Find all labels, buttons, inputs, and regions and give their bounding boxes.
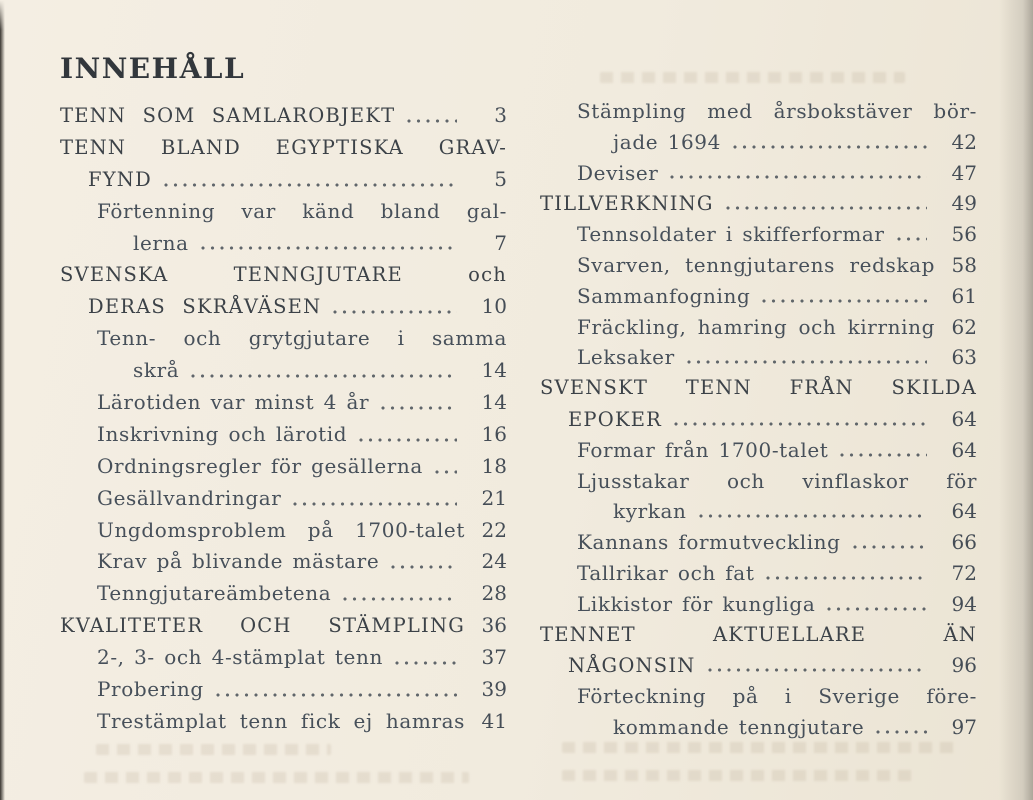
toc-page-number: 66 (951, 530, 977, 555)
toc-page-number: 28 (481, 581, 507, 606)
toc-row (540, 496, 977, 527)
toc-entry-text: KVALITETER OCH STÄMPLING (60, 614, 465, 638)
toc-entry-text: Ungdomsproblem på 1700-talet (97, 517, 465, 542)
toc-page-number: 7 (494, 230, 507, 255)
dot-leader (343, 597, 457, 601)
toc-entry-text: Tenn- och grytgjutare i samma (97, 326, 507, 351)
toc-entry-text: Fräckling, hamring och kirrning (577, 314, 935, 339)
dot-leader (191, 374, 457, 378)
toc-entry-text: Trestämplat tenn fick ej hamras (97, 708, 465, 733)
toc-entry-text: Tennsoldater i skifferformar (577, 222, 885, 247)
dot-leader (407, 119, 457, 123)
dot-leader (726, 206, 927, 210)
toc-page-number: 64 (951, 406, 977, 431)
toc-row (540, 373, 977, 404)
toc-row (60, 546, 507, 578)
toc-row (60, 419, 507, 451)
toc-row (60, 100, 507, 132)
toc-row (60, 451, 507, 483)
toc-page-number: 16 (481, 421, 507, 446)
toc-page-number: 64 (951, 499, 977, 524)
toc-page-number: 24 (481, 549, 507, 574)
toc-page-number: 22 (481, 517, 507, 542)
toc-row (60, 706, 507, 738)
toc-entry-text: EPOKER (568, 407, 663, 431)
dot-leader (359, 438, 457, 442)
toc-page-number: 14 (481, 390, 507, 415)
toc-page-number: 58 (951, 252, 977, 277)
dot-leader (687, 360, 927, 364)
dot-leader (201, 246, 457, 250)
toc-page-number: 62 (951, 314, 977, 339)
toc-page-number: 18 (481, 453, 507, 478)
dot-leader (670, 175, 927, 179)
toc-row (60, 323, 507, 355)
toc-entry-text: Krav på blivande mästare (97, 549, 380, 574)
toc-entry-text: TENN BLAND EGYPTISKA GRAV- (60, 135, 507, 159)
dot-leader (674, 422, 927, 426)
toc-row (540, 219, 977, 250)
toc-row (60, 228, 507, 260)
toc-entry-text: TENN SOM SAMLAROBJEKT (60, 104, 396, 127)
toc-row (60, 515, 507, 547)
toc-entry-text: TILLVERKNING (540, 192, 714, 216)
toc-entry-text: kommande tenngjutare (613, 714, 865, 739)
toc-row (60, 674, 507, 706)
toc-row (540, 158, 977, 189)
toc-page-number: 3 (494, 103, 507, 127)
toc-entry-text: Stämpling med årsbokstäver bör- (577, 99, 977, 123)
toc-entry-text: Tenngjutareämbetena (97, 581, 332, 606)
toc-entry-text: Gesällvandringar (97, 485, 282, 510)
toc-page-number: 14 (481, 358, 507, 383)
toc-entry-text: FYND (88, 167, 152, 191)
toc-column-right (540, 96, 977, 743)
dot-leader (766, 576, 927, 580)
toc-entry-text: Likkistor för kungliga (577, 591, 816, 616)
toc-entry-text: TENNET AKTUELLARE ÄN (540, 622, 977, 646)
toc-entry-text: Probering (97, 677, 204, 702)
toc-page-number: 37 (481, 645, 507, 670)
page-curve-shadow (999, 0, 1033, 800)
dot-leader (897, 237, 927, 241)
toc-page-number: 96 (951, 653, 977, 678)
toc-page-number: 42 (951, 129, 977, 154)
toc-row (540, 620, 977, 651)
toc-entry-text: Förtenning var känd bland gal- (97, 198, 507, 223)
toc-page-number: 47 (951, 160, 977, 185)
toc-page-number: 64 (951, 437, 977, 462)
toc-entry-text: DERAS SKRÅVÄSEN (88, 295, 322, 319)
toc-entry-text: Ordningsregler för gesällerna (97, 453, 423, 478)
dot-leader (216, 693, 457, 697)
dot-leader (293, 502, 457, 506)
toc-page-number: 63 (951, 345, 977, 370)
dot-leader (333, 310, 457, 314)
dot-leader (381, 406, 457, 410)
toc-row (60, 196, 507, 228)
toc-entry-text: kyrkan (613, 499, 687, 524)
toc-page-number: 41 (481, 708, 507, 733)
toc-row (540, 96, 977, 127)
toc-page-number: 72 (951, 560, 977, 585)
toc-entry-text: Deviser (577, 160, 659, 185)
bleed-through (84, 772, 469, 783)
toc-row (540, 342, 977, 373)
bleed-through (562, 770, 917, 781)
toc-row (540, 188, 977, 219)
dot-leader (853, 545, 927, 549)
toc-entry-text: Svarven, tenngjutarens redskap (577, 252, 935, 277)
toc-row (60, 355, 507, 387)
toc-row (540, 527, 977, 558)
toc-row (60, 164, 507, 196)
toc-row (60, 578, 507, 610)
toc-entry-text: Förteckning på i Sverige före- (577, 684, 977, 709)
dot-leader (708, 668, 928, 672)
toc-row (60, 259, 507, 291)
toc-column-left (60, 100, 507, 738)
dot-leader (391, 565, 457, 569)
toc-row (540, 404, 977, 435)
dot-leader (699, 514, 927, 518)
scan-edge-left (0, 0, 5, 800)
dot-leader (733, 145, 927, 149)
toc-page-number: 36 (481, 613, 507, 638)
toc-page-number: 10 (481, 294, 507, 319)
toc-page-number: 49 (951, 191, 977, 216)
toc-row (540, 312, 977, 343)
toc-page-number: 39 (481, 677, 507, 702)
dot-leader (876, 730, 927, 734)
toc-row (540, 558, 977, 589)
dot-leader (827, 607, 927, 611)
toc-row (540, 281, 977, 312)
toc-entry-text: lerna (133, 230, 189, 255)
toc-entry-text: Formar från 1700-talet (577, 437, 829, 462)
toc-page-number: 94 (951, 591, 977, 616)
toc-entry-text: Inskrivning och lärotid (97, 421, 348, 446)
toc-row (60, 132, 507, 164)
toc-entry-text: SVENSKT TENN FRÅN SKILDA (540, 376, 977, 400)
toc-row (60, 291, 507, 323)
toc-row (60, 387, 507, 419)
toc-page-number: 97 (951, 714, 977, 739)
toc-row (60, 610, 507, 642)
toc-entry-text: 2-, 3- och 4-stämplat tenn (97, 645, 383, 670)
toc-page-number: 56 (951, 222, 977, 247)
dot-leader (164, 183, 457, 187)
dot-leader (395, 661, 457, 665)
toc-row (540, 466, 977, 497)
toc-entry-text: Leksaker (577, 345, 675, 370)
toc-row (60, 483, 507, 515)
toc-page-number: 5 (494, 166, 507, 191)
dot-leader (435, 470, 457, 474)
toc-page-number: 21 (481, 485, 507, 510)
bleed-through (562, 742, 957, 753)
toc-row (540, 589, 977, 620)
dot-leader (840, 453, 927, 457)
toc-entry-text: Ljusstakar och vinflaskor för (577, 468, 977, 493)
page-title: INNEHÅLL (60, 52, 246, 85)
toc-entry-text: SVENSKA TENNGJUTARE och (60, 263, 507, 287)
bleed-through (600, 72, 905, 83)
toc-row (540, 681, 977, 712)
toc-entry-text: Sammanfogning (577, 283, 751, 308)
toc-entry-text: Tallrikar och fat (577, 560, 755, 585)
toc-entry-text: Lärotiden var minst 4 år (97, 390, 370, 415)
bleed-through (96, 744, 331, 755)
toc-page-number: 61 (951, 283, 977, 308)
dot-leader (762, 299, 927, 303)
toc-entry-text: Kannans formutveckling (577, 530, 841, 555)
toc-row (540, 127, 977, 158)
toc-row (540, 250, 977, 281)
toc-entry-text: skrå (133, 358, 180, 383)
toc-entry-text: NÅGONSIN (568, 654, 696, 678)
toc-entry-text: jade 1694 (613, 129, 721, 154)
toc-row (540, 712, 977, 743)
toc-row (540, 435, 977, 466)
toc-row (60, 642, 507, 674)
toc-row (540, 650, 977, 681)
